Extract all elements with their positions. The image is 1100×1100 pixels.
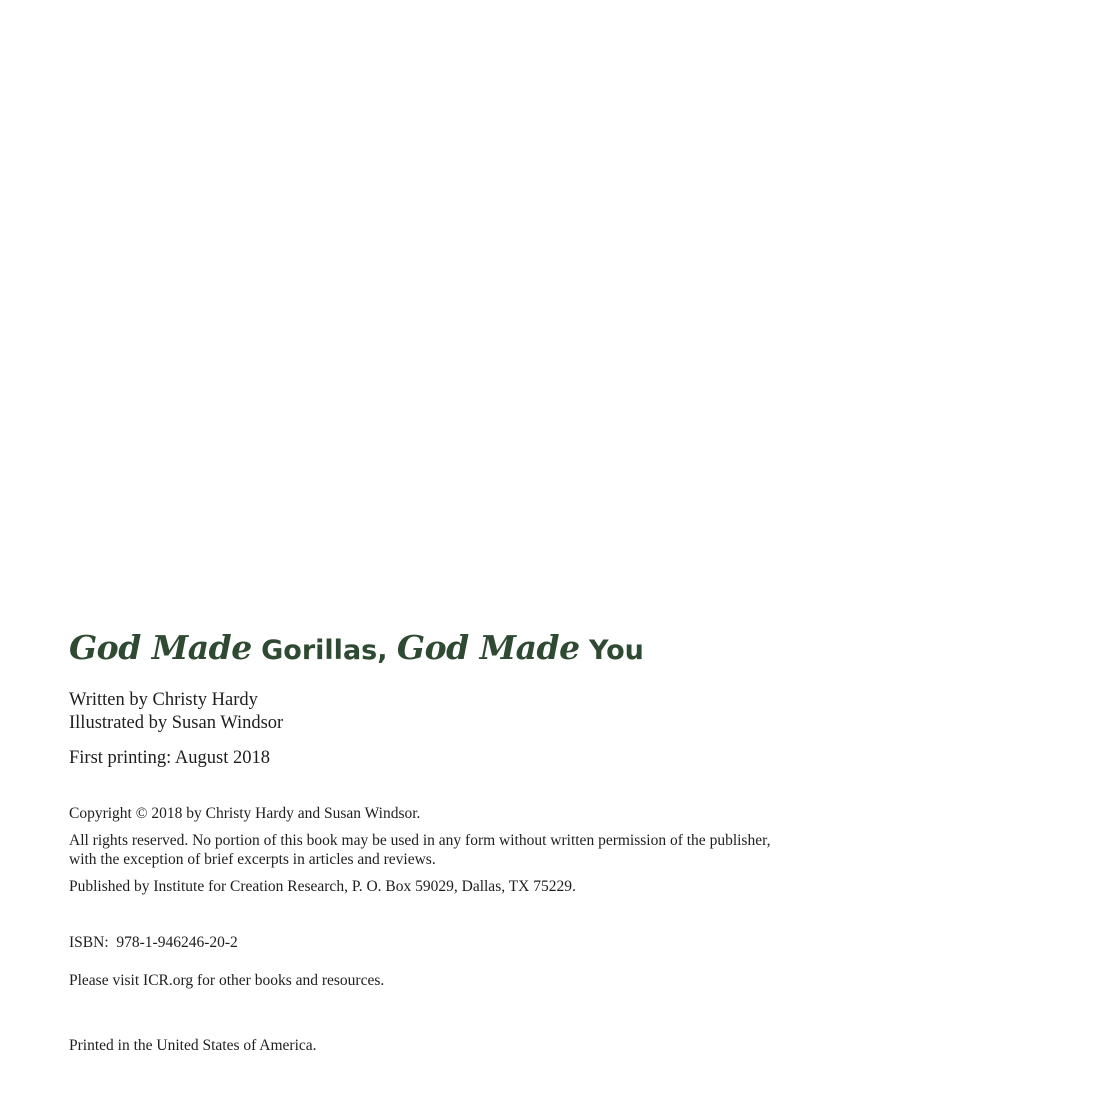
title-you: You [579,635,644,666]
title-god-made-2: God Made [396,628,580,667]
rights-line-1: All rights reserved. No portion of this book may be used in any form without written permission of the publisher, [69,832,771,849]
illustrated-by: Illustrated by Susan Windsor [69,713,284,733]
written-by: Written by Christy Hardy [69,690,258,710]
title-gorillas: Gorillas, [251,635,397,666]
publisher-info: Published by Institute for Creation Research, P. O. Box 59029, Dallas, TX 75229. [69,878,576,895]
rights-line-2: with the exception of brief excerpts in articles and reviews. [69,851,436,868]
printed-in: Printed in the United States of America. [69,1037,317,1054]
book-title [69,628,889,671]
rights-reserved [69,831,889,869]
title-god-made-1: God Made [69,628,252,667]
isbn: ISBN: 978-1-946246-20-2 [69,934,238,951]
credits [69,689,889,735]
visit-website: Please visit ICR.org for other books and resources. [69,972,385,989]
copyright-page [69,628,889,1055]
first-printing: First printing: August 2018 [69,748,270,768]
copyright-notice: Copyright © 2018 by Christy Hardy and Susan Windsor. [69,805,421,822]
